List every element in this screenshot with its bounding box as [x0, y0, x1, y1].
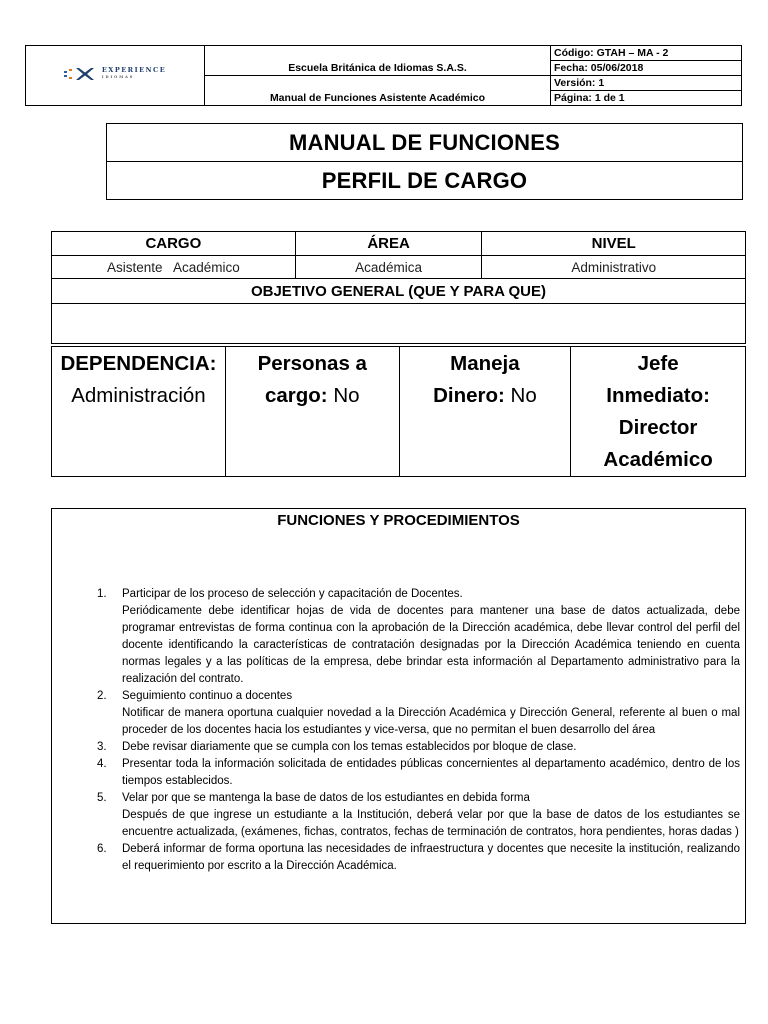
function-heading: Debe revisar diariamente que se cumpla con los temas establecidos por bloque de clase. [122, 741, 577, 753]
details-table [51, 346, 746, 477]
function-heading: Presentar toda la información solicitada de entidades públicas concernientes al departamento académico, dentro de los tiempos establecidos. [122, 758, 740, 787]
function-number: 3. [97, 741, 107, 753]
function-item [97, 790, 740, 841]
cargo-label: CARGO [52, 232, 296, 256]
area-label: ÁREA [295, 232, 482, 256]
dinero-label-1: Maneja [450, 352, 520, 375]
function-number: 4. [97, 758, 107, 770]
nivel-value: Administrativo [482, 256, 746, 279]
jefe-value-1: Director [618, 416, 698, 439]
function-item [97, 841, 740, 875]
dependencia-value: Administración [71, 384, 206, 407]
personas-value: No [333, 384, 360, 407]
logo-x-icon [64, 67, 98, 81]
personas-label-1: Personas a [257, 352, 367, 375]
function-item [97, 586, 740, 688]
dinero-cell [399, 347, 571, 477]
function-description: Notificar de manera oportuna cualquier novedad a la Dirección Académica y Dirección General, referente al buen o mal proceder de los docentes hacia los estudiantes y vice-versa, que no permitan el buen desarrollo del área [122, 707, 740, 736]
function-heading: Velar por que se mantenga la base de datos de los estudiantes en debida forma [122, 792, 530, 804]
dependencia-cell [52, 347, 226, 477]
profile-table [51, 231, 746, 344]
dependencia-label: DEPENDENCIA: [60, 352, 217, 375]
logo-cell [26, 46, 205, 106]
jefe-label-1: Jefe [637, 352, 679, 375]
jefe-value-2: Académico [603, 448, 713, 471]
cargo-value: Asistente Académico [52, 256, 296, 279]
function-heading: Deberá informar de forma oportuna las necesidades de infraestructura y docentes que necesite la institución, realizando el requerimiento por escrito a la Dirección Académica. [122, 843, 740, 872]
dinero-value: No [510, 384, 537, 407]
nivel-label: NIVEL [482, 232, 746, 256]
function-number: 5. [97, 792, 107, 804]
function-number: 2. [97, 690, 107, 702]
functions-list [97, 586, 740, 875]
function-description: Periódicamente debe identificar hojas de vida de docentes para mantener una base de datos actualizada, debe programar entrevistas de forma continua con la aprobación de la Dirección académica, debe llevar control del perfil del docente identificando la características de contratación designadas por la Dirección Académica teniendo en cuenta normas legales y a las políticas de la empresa, debe brindar esta información al Departamento administrativo para la realización del contrato. [122, 605, 740, 685]
function-description: Después de que ingrese un estudiante a la Institución, deberá velar por que la base de datos de los estudiantes se encuentre actualizada, (exámenes, fichas, contratos, fechas de terminación de contratos, hora pendientes, horas dadas ) [122, 809, 740, 838]
function-number: 1. [97, 588, 107, 600]
doc-version: Versión: 1 [551, 76, 742, 91]
area-value: Académica [295, 256, 482, 279]
logo-wordmark: EXPERIENCE IDIOMAS [101, 66, 167, 79]
institution-name: Escuela Británica de Idiomas S.A.S. [205, 46, 551, 76]
title-line-2: PERFIL DE CARGO [107, 162, 743, 200]
personas-label-2: cargo: [264, 384, 328, 407]
functions-box [51, 508, 746, 924]
personas-cell [225, 347, 399, 477]
function-heading: Participar de los proceso de selección y capacitación de Docentes. [122, 588, 463, 600]
doc-date: Fecha: 05/06/2018 [551, 61, 742, 76]
company-logo [64, 67, 166, 81]
title-block [106, 123, 743, 200]
dinero-label-2: Dinero: [433, 384, 505, 407]
function-item [97, 756, 740, 790]
functions-title: FUNCIONES Y PROCEDIMIENTOS [277, 512, 520, 529]
function-item [97, 688, 740, 739]
function-number: 6. [97, 843, 107, 855]
document-header [25, 45, 742, 106]
objetivo-label: OBJETIVO GENERAL (QUE Y PARA QUE) [52, 279, 746, 304]
jefe-cell [571, 347, 746, 477]
title-line-1: MANUAL DE FUNCIONES [107, 124, 743, 162]
jefe-label-2: Inmediato: [606, 384, 710, 407]
objetivo-value [52, 304, 746, 344]
doc-page: Página: 1 de 1 [551, 91, 742, 106]
doc-code: Código: GTAH – MA - 2 [551, 46, 742, 61]
function-heading: Seguimiento continuo a docentes [122, 690, 293, 702]
function-item [97, 739, 740, 756]
manual-name: Manual de Funciones Asistente Académico [205, 76, 551, 106]
